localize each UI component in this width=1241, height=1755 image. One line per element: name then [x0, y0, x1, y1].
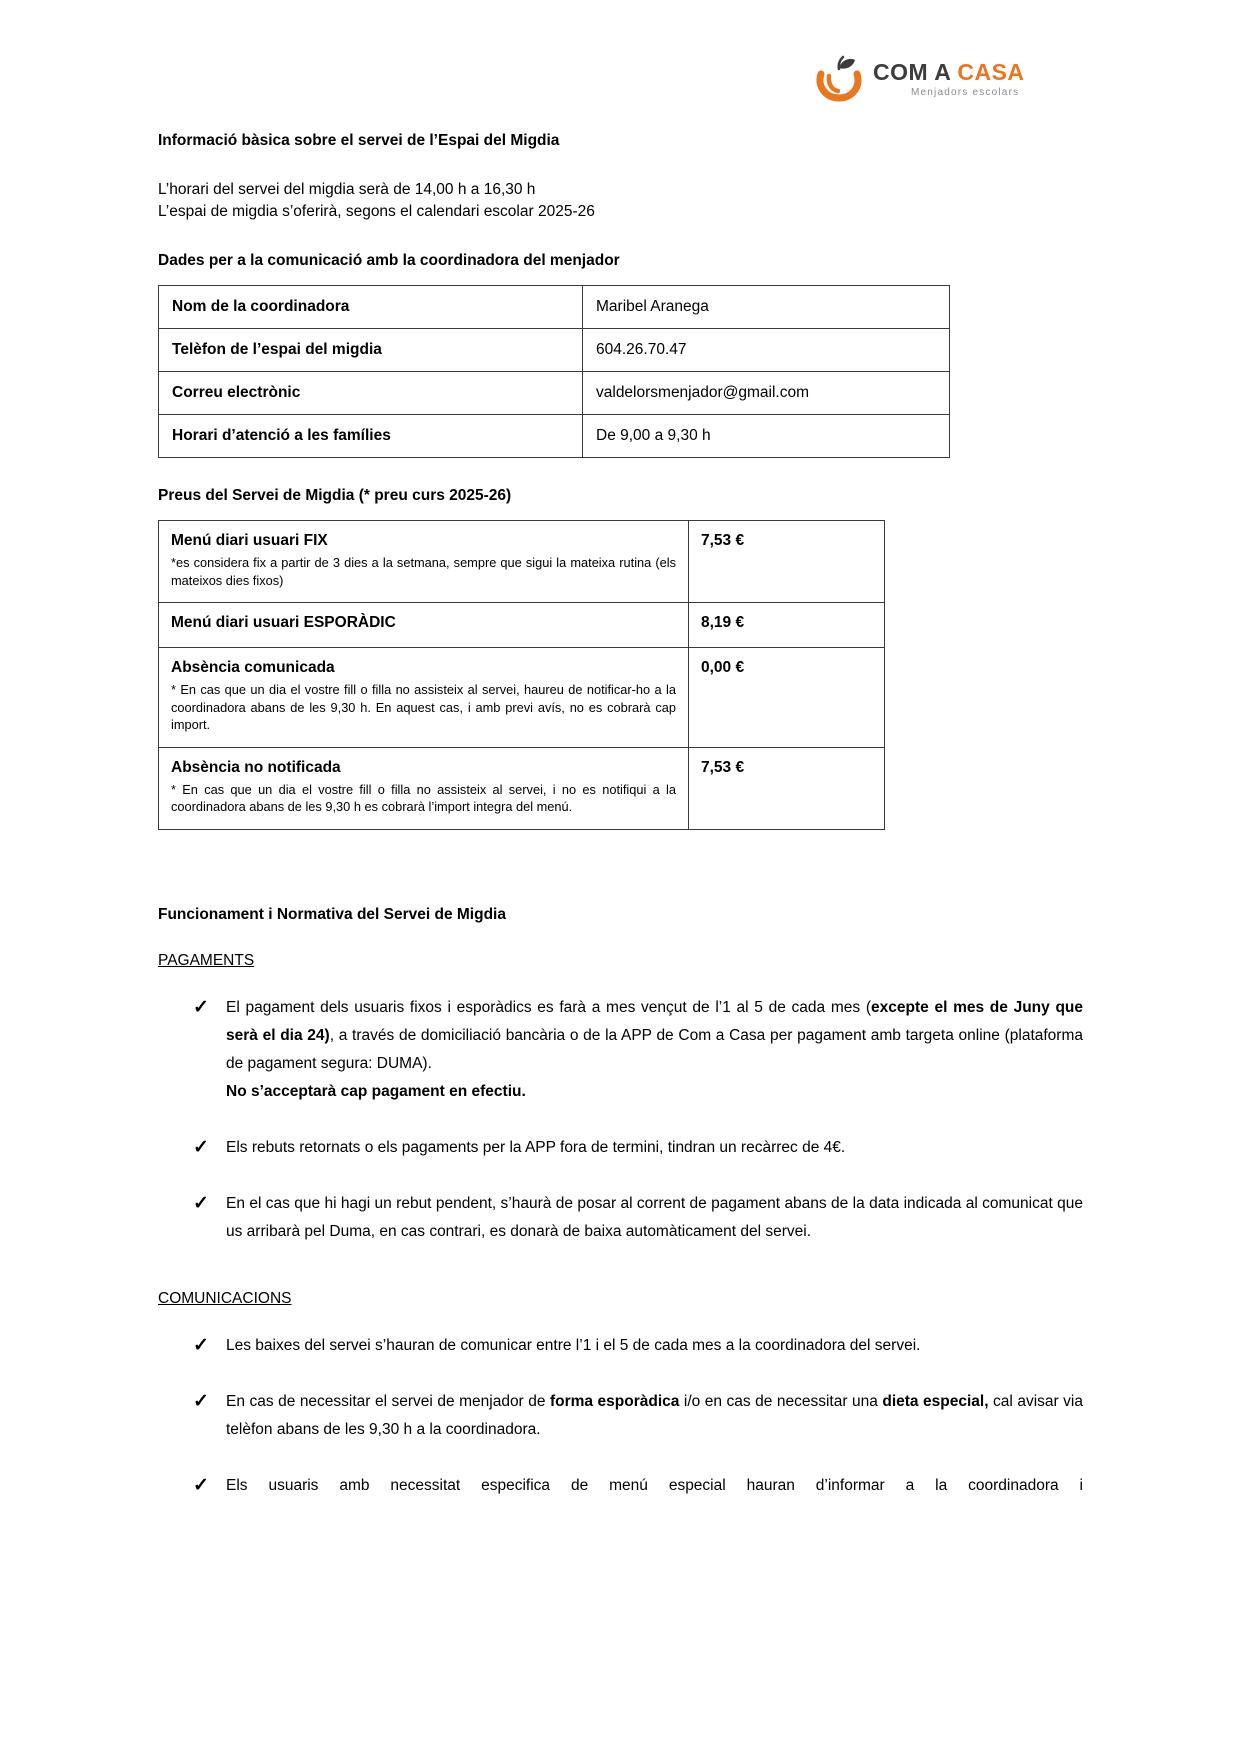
price-item-value-cell	[689, 521, 885, 603]
payment-rule-paragraph	[226, 994, 1083, 1106]
logo	[812, 54, 1025, 104]
table-row	[159, 521, 885, 603]
checkmark-icon: ✓	[193, 1390, 209, 1412]
text-segment-bold: excepte el mes de Juny que serà el dia 24)	[226, 998, 1084, 1044]
text-segment: i/o en cas de necessitar una	[679, 1392, 883, 1410]
text-segment: El pagament dels usuaris fixos i esporàdics es farà a mes vençut de l’1 al 5 de cada mes (	[226, 998, 872, 1016]
logo-name-part2: CASA	[957, 59, 1025, 85]
contact-value: De 9,00 a 9,30 h	[583, 415, 950, 458]
table-row	[159, 286, 950, 329]
contact-value: valdelorsmenjador@gmail.com	[583, 372, 950, 415]
list-item	[193, 1332, 1083, 1360]
text-segment: Els rebuts retornats o els pagaments per la APP fora de termini, tindran un recàrrec de 4€.	[226, 1138, 846, 1156]
list-item	[193, 1388, 1083, 1444]
contact-value: Maribel Aranega	[583, 286, 950, 329]
text-segment: Els usuaris amb necessitat especifica de menú especial hauran d’informar a la coordinadora i	[226, 1476, 1083, 1494]
table-row	[159, 372, 950, 415]
logo-name	[873, 60, 1025, 84]
table-row	[159, 648, 885, 748]
list-item	[193, 1134, 1083, 1162]
price-item-note: * En cas que un dia el vostre fill o filla no assisteix al servei, haureu de notificar-ho a la coordinadora abans de les 9,30 h. En aquest cas, i amb previ avís, no es cobrarà cap import.	[171, 682, 676, 732]
price-item	[159, 521, 689, 603]
payment-rule-paragraph	[226, 1190, 1083, 1246]
price-item-value: 7,53 €	[701, 532, 745, 549]
comunicacions-list	[193, 1332, 1083, 1500]
logo-apple-icon	[812, 54, 866, 104]
price-item-label: Absència comunicada	[171, 659, 335, 676]
section-title-prices: Preus del Servei de Migdia (* preu curs 2025-26)	[158, 487, 512, 504]
price-item-value-cell	[689, 648, 885, 748]
price-item-value: 7,53 €	[701, 758, 745, 776]
text-segment: En el cas que hi hagi un rebut pendent, s’haurà de posar al corrent de pagament abans de la data indicada al comunicat que us arribarà pel Duma, en cas contrari, es donarà de baixa automàticament del servei.	[226, 1194, 1083, 1240]
text-segment-bold: No s’acceptarà cap pagament en efectiu.	[226, 1082, 526, 1100]
checkmark-icon: ✓	[193, 1136, 209, 1158]
logo-subtitle: Menjadors escolars	[911, 87, 1020, 98]
price-item-note: *es considera fix a partir de 3 dies a la setmana, sempre que sigui la mateixa rutina (els mateixos dies fixos)	[171, 555, 676, 588]
price-item-note: * En cas que un dia el vostre fill o filla no assisteix al servei, i no es notifiqui a la coordinadora abans de les 9,30 h es cobrarà l’import integra del menú.	[171, 781, 676, 814]
checkmark-icon: ✓	[193, 1334, 209, 1356]
price-item-label: Menú diari usuari ESPORÀDIC	[171, 614, 396, 631]
section-title-rules: Funcionament i Normativa del Servei de Migdia	[158, 905, 506, 923]
pagaments-list	[193, 994, 1083, 1246]
communication-rule-paragraph	[226, 1388, 1083, 1444]
price-item-value: 0,00 €	[701, 659, 745, 676]
contact-label: Correu electrònic	[159, 372, 583, 415]
table-row	[159, 747, 885, 829]
price-item-value-cell	[689, 603, 885, 648]
text-segment: Les baixes del servei s’hauran de comunicar entre l’1 i el 5 de cada mes a la coordinadora del servei.	[226, 1336, 921, 1354]
text-segment: , a través de domiciliació bancària o de la APP de Com a Casa per pagament amb targeta online (plataforma de pagament segura: DUMA).	[226, 1026, 1083, 1072]
table-row	[159, 415, 950, 458]
text-segment: cal avisar via telèfon abans de les 9,30 h a la coordinadora.	[226, 1392, 1084, 1438]
prices-table	[158, 520, 885, 830]
text-segment: En cas de necessitar el servei de menjador de	[226, 1392, 550, 1410]
table-row	[159, 603, 885, 648]
contact-value: 604.26.70.47	[583, 329, 950, 372]
table-row	[159, 329, 950, 372]
list-item	[193, 1472, 1083, 1500]
contact-label: Telèfon de l’espai del migdia	[159, 329, 583, 372]
checkmark-icon: ✓	[193, 1474, 209, 1496]
price-item	[159, 648, 689, 748]
price-item-label: Absència no notificada	[171, 758, 341, 776]
text-segment-bold: dieta especial,	[882, 1392, 989, 1410]
intro-line-calendar: L’espai de migdia s’oferirà, segons el calendari escolar 2025-26	[158, 203, 595, 220]
list-item	[193, 1190, 1083, 1246]
checkmark-icon: ✓	[193, 996, 209, 1018]
page-title: Informació bàsica sobre el servei de l’Espai del Migdia	[158, 132, 560, 149]
section-title-contact: Dades per a la comunicació amb la coordinadora del menjador	[158, 252, 620, 269]
contact-label: Nom de la coordinadora	[159, 286, 583, 329]
subheading-comunicacions: COMUNICACIONS	[158, 1289, 292, 1307]
price-item-label: Menú diari usuari FIX	[171, 532, 328, 549]
text-segment-bold: forma esporàdica	[549, 1392, 680, 1410]
communication-rule-paragraph	[226, 1472, 1083, 1500]
price-item	[159, 603, 689, 648]
payment-rule-paragraph	[226, 1134, 1083, 1162]
communication-rule-paragraph	[226, 1332, 1083, 1360]
checkmark-icon: ✓	[193, 1192, 209, 1214]
intro-line-schedule: L’horari del servei del migdia serà de 14,00 h a 16,30 h	[158, 181, 536, 198]
subheading-pagaments: PAGAMENTS	[158, 951, 255, 969]
price-item-value-cell	[689, 747, 885, 829]
contact-table	[158, 285, 950, 458]
contact-label: Horari d’atenció a les famílies	[159, 415, 583, 458]
logo-name-part1: COM A	[873, 59, 951, 85]
price-item-value: 8,19 €	[701, 614, 745, 631]
price-item	[159, 747, 689, 829]
logo-text	[873, 60, 1025, 98]
list-item	[193, 994, 1083, 1106]
